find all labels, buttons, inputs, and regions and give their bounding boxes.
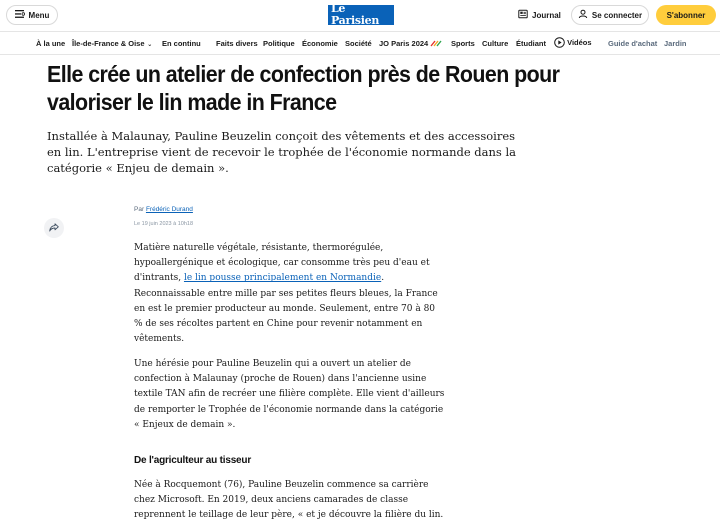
nav-item-politique[interactable]: Politique	[263, 39, 295, 48]
byline-prefix: Par	[134, 206, 145, 213]
login-button[interactable]	[571, 5, 649, 25]
nav-item-label: JO Paris 2024	[379, 39, 429, 48]
play-icon	[554, 38, 565, 47]
main-navigation	[0, 31, 720, 55]
author-link[interactable]: Frédéric Durand	[145, 206, 193, 213]
paragraph-text: Matière naturelle végétale, résistante, thermorégulée, hypoallergénique et écologique, car consomme très peu d'eau et d'intrants,	[134, 243, 430, 284]
nav-item-guide-achat[interactable]: Guide d'achat	[608, 39, 658, 48]
article-paragraph-2: Une hérésie pour Pauline Beuzelin qui a ouvert un atelier de confection à Malaunay (proche de Rouen) dans l'ancienne usine textile TAN afin de recréer une filière complète. Elle vient d'ailleurs de remporter le Trophée de l'économie normande dans la catégorie « Enjeux de demain ».	[134, 359, 445, 430]
article-paragraph-3: Née à Rocquemont (76), Pauline Beuzelin commence sa carrière chez Microsoft. En 2019, deux anciens camarades de classe reprennent le teillage de leur père, « et je découvre la filière du lin.	[134, 480, 444, 521]
article-lead: Installée à Malaunay, Pauline Beuzelin conçoit des vêtements et des accessoires en lin. L'entreprise vient de recevoir le trophée de l'économie normande dans la catégorie « Enjeu de demain ».	[47, 129, 517, 175]
share-icon	[49, 219, 59, 237]
chevron-down-icon: ⌄	[145, 42, 153, 48]
nav-item-label: Vidéos	[567, 38, 592, 47]
share-button[interactable]	[44, 218, 64, 238]
nav-item-culture[interactable]: Culture	[482, 39, 509, 48]
nav-item-videos[interactable]	[554, 37, 592, 48]
menu-icon	[15, 10, 25, 20]
section-heading: De l'agriculteur au tisseur	[134, 455, 252, 466]
subscribe-label: S'abonner	[666, 10, 706, 20]
nav-item-en-continu[interactable]: En continu	[162, 39, 201, 48]
nav-item-faits-divers[interactable]: Faits divers	[216, 39, 258, 48]
subscribe-button[interactable]	[656, 5, 716, 25]
publish-date: Le 19 juin 2023 à 10h18	[134, 221, 194, 227]
top-header	[0, 0, 720, 31]
menu-label: Menu	[28, 10, 50, 20]
nav-item-societe[interactable]: Société	[345, 39, 372, 48]
article-paragraph-1	[134, 241, 446, 347]
logo-text: Le Parisien	[329, 2, 393, 28]
byline	[134, 206, 193, 213]
menu-button[interactable]	[6, 5, 58, 25]
nav-item-economie[interactable]: Économie	[302, 39, 338, 48]
nav-item-a-la-une[interactable]: À la une	[36, 39, 66, 48]
login-label: Se connecter	[591, 10, 643, 20]
article-headline: Elle crée un atelier de confection près de Rouen pour valoriser le lin made in France	[47, 61, 560, 115]
site-logo[interactable]	[328, 2, 394, 27]
nav-item-label: Île-de-France & Oise	[72, 39, 145, 48]
nav-item-jo-paris-2024[interactable]	[379, 39, 443, 48]
nav-item-jardin[interactable]: Jardin	[664, 39, 687, 48]
olympic-leaf-icon	[430, 39, 443, 48]
journal-link[interactable]	[518, 9, 561, 21]
user-icon	[578, 9, 588, 21]
inline-article-link[interactable]: le lin pousse principalement en Normandie	[183, 273, 382, 284]
nav-item-sports[interactable]: Sports	[451, 39, 475, 48]
nav-item-ile-de-france[interactable]	[72, 39, 152, 48]
paragraph-text: . Reconnaissable entre mille par ses petites fleurs bleues, la France en est le premier producteur au monde. Seulement, entre 70 à 80 % de ses récoltes partent en Chine pour revenir notamment en vêtements.	[134, 273, 438, 345]
journal-label: Journal	[532, 10, 561, 20]
newspaper-icon	[518, 9, 528, 21]
nav-item-etudiant[interactable]: Étudiant	[516, 39, 546, 48]
